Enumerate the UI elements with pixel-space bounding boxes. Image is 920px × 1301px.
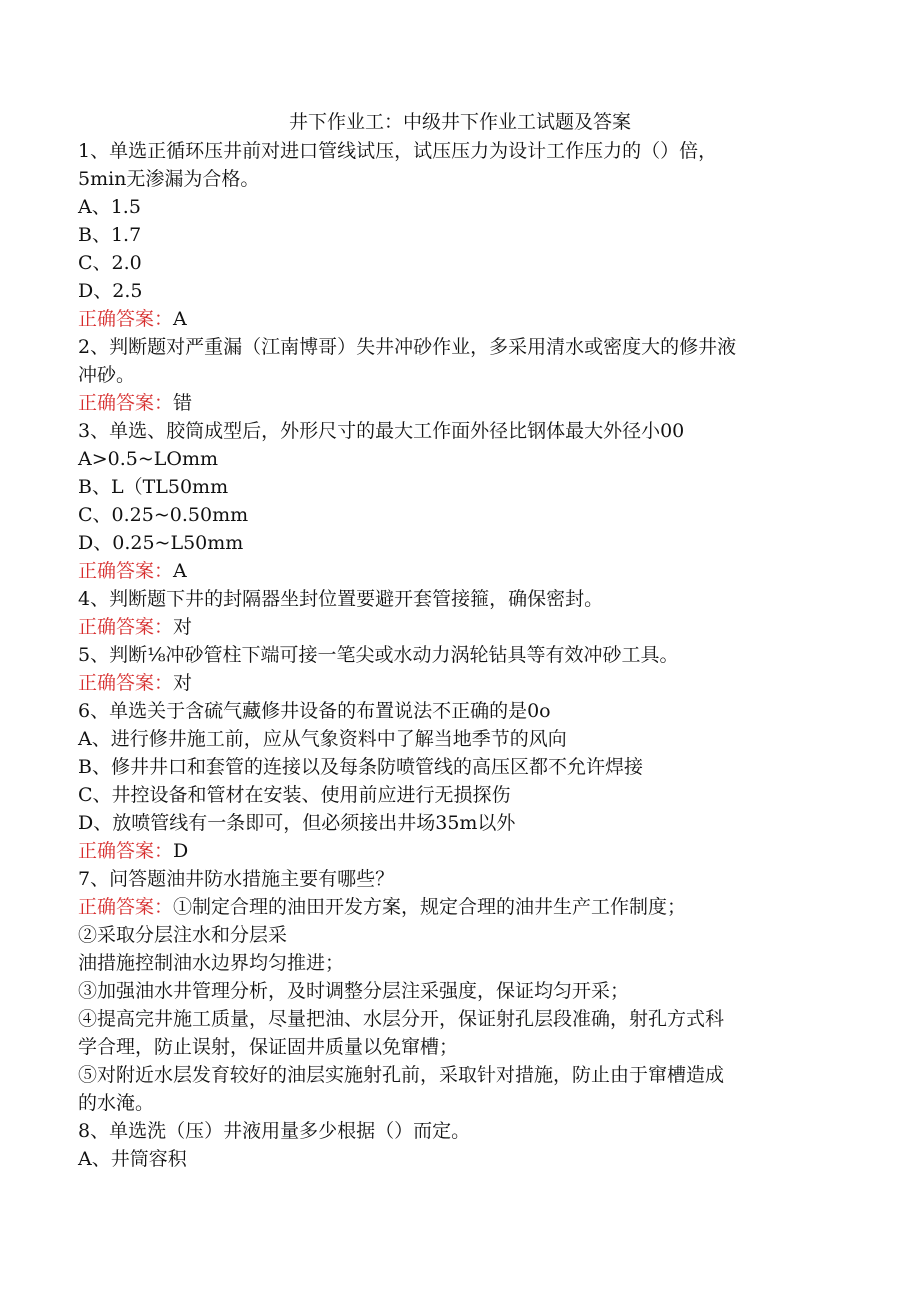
question-text: 4、判断题下井的封隔器坐封位置要避开套管接箍，确保密封。 [78, 588, 604, 610]
question-8 [78, 1117, 838, 1173]
answer-label: 正确答案： [78, 308, 174, 330]
answer-continuation: 油措施控制油水边界均匀推进； [78, 952, 345, 974]
question-text: 5min无渗漏为合格。 [78, 168, 260, 190]
question-text: 3、单选、胶筒成型后，外形尺寸的最大工作面外径比钢体最大外径小00 [78, 420, 685, 442]
answer-value: D [173, 840, 189, 862]
answer-value: 错 [173, 392, 193, 414]
option-b: B、L（TL50mm [78, 476, 229, 498]
question-text: 7、问答题油井防水措施主要有哪些？ [78, 868, 395, 890]
answer-value: A [173, 308, 187, 330]
option-a: A、进行修井施工前，应从气象资料中了解当地季节的风向 [78, 728, 567, 750]
option-a: A、井筒容积 [78, 1148, 187, 1170]
question-text: 6、单选关于含硫气藏修井设备的布置说法不正确的是0o [78, 700, 551, 722]
question-text: 5、判断⅛冲砂管柱下端可接一笔尖或水动力涡轮钻具等有效冲砂工具。 [78, 644, 679, 666]
option-b: B、修井井口和套管的连接以及每条防喷管线的高压区都不允许焊接 [78, 756, 643, 778]
answer-value: 对 [173, 672, 193, 694]
question-5 [78, 641, 838, 697]
question-2 [78, 333, 838, 417]
option-a: A、1.5 [78, 196, 141, 218]
option-d: D、2.5 [78, 280, 143, 302]
answer-continuation: ⑤对附近水层发育较好的油层实施射孔前，采取针对措施，防止由于窜槽造成 [78, 1064, 725, 1086]
question-4 [78, 585, 838, 641]
option-a: A>0.5~LOmm [78, 448, 219, 470]
answer-value: 对 [173, 616, 193, 638]
answer-line [78, 893, 838, 921]
answer-continuation: 的水淹。 [78, 1092, 155, 1114]
answer-label: 正确答案： [78, 896, 174, 918]
option-c: C、0.25~0.50mm [78, 504, 249, 526]
document-title: 井下作业工：中级井下作业工试题及答案 [288, 111, 631, 133]
answer-line [78, 305, 838, 333]
option-c: C、井控设备和管材在安装、使用前应进行无损探伤 [78, 784, 511, 806]
question-text: 1、单选正循环压井前对进口管线试压，试压压力为设计工作压力的（）倍， [78, 140, 718, 162]
answer-continuation: ④提高完井施工质量，尽量把油、水层分开，保证射孔层段准确，射孔方式科 [78, 1008, 725, 1030]
answer-continuation: ②采取分层注水和分层采 [78, 924, 288, 946]
option-c: C、2.0 [78, 252, 142, 274]
answer-label: 正确答案： [78, 392, 174, 414]
answer-label: 正确答案： [78, 616, 174, 638]
answer-line [78, 669, 838, 697]
option-d: D、0.25~L50mm [78, 532, 244, 554]
answer-label: 正确答案： [78, 672, 174, 694]
question-6 [78, 697, 838, 865]
answer-value: ①制定合理的油田开发方案，规定合理的油井生产工作制度； [173, 896, 687, 918]
answer-line [78, 613, 838, 641]
answer-label: 正确答案： [78, 840, 174, 862]
answer-label: 正确答案： [78, 560, 174, 582]
answer-value: A [173, 560, 187, 582]
answer-line [78, 557, 838, 585]
question-1 [78, 137, 838, 333]
option-d: D、放喷管线有一条即可，但必须接出井场35m以外 [78, 812, 516, 834]
document-body [78, 137, 838, 1173]
answer-line [78, 389, 838, 417]
question-text: 2、判断题对严重漏（江南博哥）失井冲砂作业，多采用清水或密度大的修井液 [78, 336, 737, 358]
question-7 [78, 865, 838, 1117]
question-3 [78, 417, 838, 585]
option-b: B、1.7 [78, 224, 142, 246]
answer-line [78, 837, 838, 865]
question-text: 8、单选洗（压）井液用量多少根据（）而定。 [78, 1120, 471, 1142]
question-text: 冲砂。 [78, 364, 136, 386]
answer-continuation: 学合理，防止误射，保证固井质量以免窜槽； [78, 1036, 459, 1058]
answer-continuation: ③加强油水井管理分析，及时调整分层注采强度，保证均匀开采； [78, 980, 630, 1002]
